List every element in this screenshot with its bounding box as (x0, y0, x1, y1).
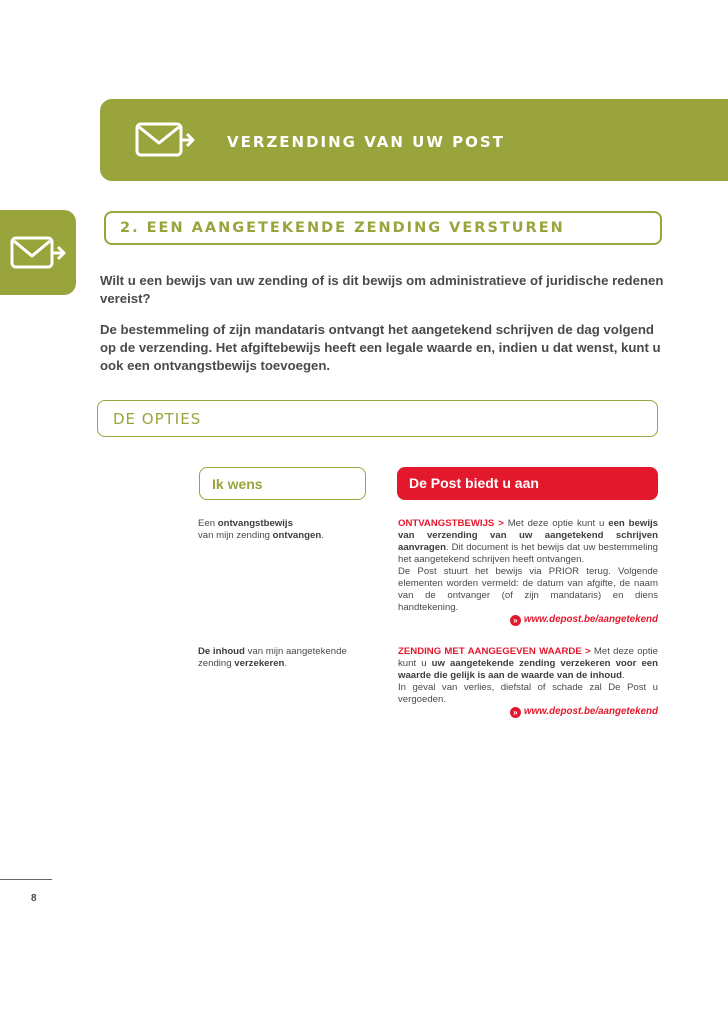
options-title: DE OPTIES (113, 410, 202, 428)
section-heading-box (104, 211, 662, 245)
envelope-arrow-icon (10, 236, 68, 270)
row-1-right (398, 518, 658, 626)
row-1-right-text-3: De Post stuurt het bewijs via PRIOR terug. Volgende elementen worden vermeld: de datum van afgifte, de naam van de ontvanger (of zijn mandataris) en diens handtekening. (398, 566, 658, 613)
column-header-right-label: De Post biedt u aan (409, 475, 539, 491)
row-2-right-text-1: Met deze optie kunt u (398, 646, 659, 669)
row-1-left-text: Een (198, 518, 218, 529)
row-2-link-text[interactable]: www.depost.be/aangetekend (523, 706, 658, 717)
row-1-left-text-2: van mijn zending (198, 530, 273, 541)
section-title: 2. EEN AANGETEKENDE ZENDING VERSTUREN (120, 220, 565, 236)
row-1-right-text-2: . Dit document is het bewijs dat uw bestemmeling het aangetekend schrijven heeft ontvangen. (398, 542, 658, 565)
header-banner (100, 99, 728, 181)
column-header-left-label: Ik wens (212, 476, 263, 492)
row-2-left-bold-2: verzekeren (234, 658, 285, 669)
row-1-right-heading: ONTVANGSTBEWIJS > (398, 518, 504, 529)
row-2-right-text-2: . (621, 670, 625, 681)
row-1-left-bold-2: ontvangen (272, 530, 322, 541)
column-header-left (199, 467, 366, 500)
row-2-right-text-3: In geval van verlies, diefstal of schade zal De Post u vergoeden. (398, 682, 658, 705)
row-1-link[interactable] (398, 614, 658, 626)
row-1-right-text-1: Met deze optie kunt u (503, 518, 609, 529)
intro-paragraph-1: Wilt u een bewijs van uw zending of is dit bewijs om administratieve of juridische redenen vereist? (100, 273, 664, 306)
row-2-right-bold: uw aangetekende zending verzekeren voor een waarde die gelijk is aan de waarde van de inhoud (398, 658, 658, 681)
intro-text (100, 272, 664, 375)
row-1-right-bold: een bewijs van verzending van uw aangetekend schrijven aanvragen (398, 518, 658, 553)
row-1-left-bold-1: ontvangstbewijs (217, 518, 293, 529)
row-2-left (198, 646, 383, 670)
options-heading-box (97, 400, 658, 437)
row-2-link[interactable] (398, 706, 658, 718)
side-tab (0, 210, 76, 295)
row-2-left-bold-1: De inhoud (198, 646, 245, 657)
row-1-link-text[interactable]: www.depost.be/aangetekend (523, 614, 658, 625)
envelope-arrow-icon (135, 121, 199, 159)
intro-paragraph-2: De bestemmeling of zijn mandataris ontvangt het aangetekend schrijven de dag volgend op de verzending. Het afgiftebewijs heeft een legale waarde en, indien u dat wenst, kunt u ook een ontvangstbewijs toevoegen. (100, 322, 661, 373)
column-header-right (397, 467, 658, 500)
row-2-right (398, 646, 658, 718)
row-1-left-end: . (321, 530, 324, 541)
row-1-left (198, 518, 383, 542)
row-2-left-end: . (284, 658, 288, 669)
row-2-left-text: van mijn aangetekende zending (198, 646, 347, 669)
row-2-right-heading: ZENDING MET AANGEGEVEN WAARDE > (398, 646, 591, 657)
page-number: 8 (31, 893, 37, 904)
link-arrow-icon: » (510, 615, 521, 626)
banner-title: VERZENDING VAN UW POST (227, 133, 505, 151)
page-footer-rule (0, 879, 52, 880)
link-arrow-icon: » (510, 707, 521, 718)
